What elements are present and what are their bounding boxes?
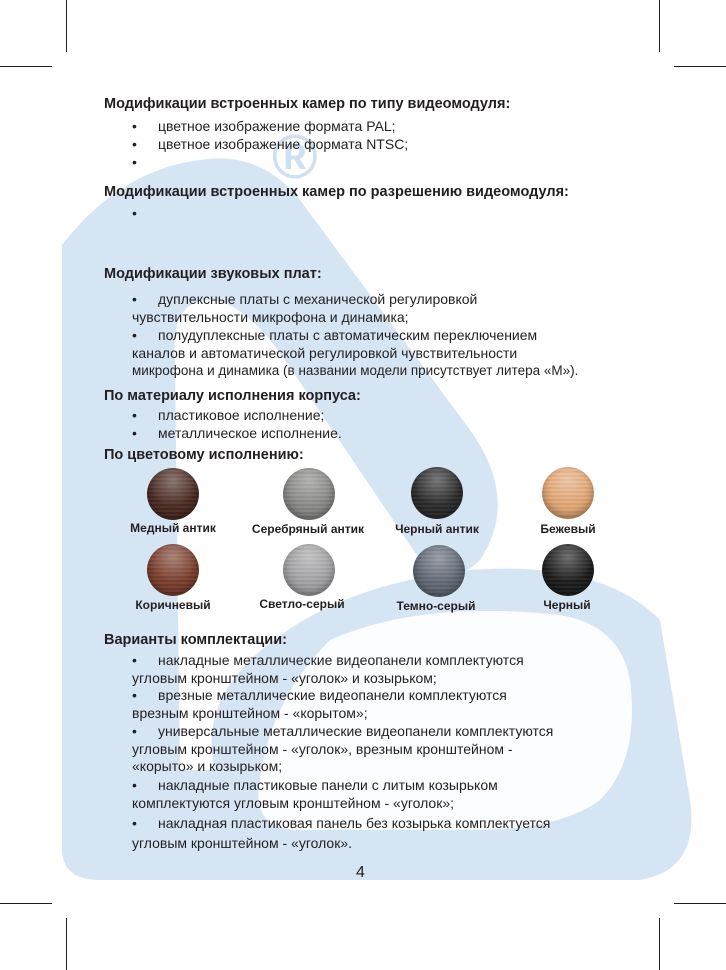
swatch-label: Серебряный антик <box>251 522 365 536</box>
bullet: • <box>132 327 137 343</box>
bullet: • <box>132 815 137 831</box>
color-swatch-black-antique <box>411 467 463 519</box>
list-item: цветное изображение формата PAL; <box>158 118 396 134</box>
text-line: чувствительности микрофона и динамика; <box>132 309 409 325</box>
swatch-label: Медный антик <box>130 521 216 535</box>
swatch-label: Черный антик <box>395 522 479 536</box>
text-line: угловым кронштейном - «уголок», врезным кронштейном - <box>132 741 513 757</box>
text-line: «корыто» и козырьком; <box>132 758 283 774</box>
section-title-colors: По цветовому исполнению: <box>104 447 304 463</box>
swatch-label: Коричневый <box>135 598 211 612</box>
text-line: угловым кронштейном - «уголок» и козырьком; <box>132 670 437 686</box>
swatch-label: Черный <box>543 598 591 612</box>
color-swatch-copper-antique <box>147 468 199 520</box>
list-item: цветное изображение формата NTSC; <box>158 136 409 152</box>
bullet: • <box>132 118 137 134</box>
section-title-resolution: Модификации встроенных камер по разрешению видеомодуля: <box>104 184 569 200</box>
section-title-video-module: Модификации встроенных камер по типу видеомодуля: <box>104 96 511 112</box>
color-swatch-light-gray <box>283 544 335 596</box>
watermark-registered-mark: ® <box>272 123 318 192</box>
list-item: пластиковое исполнение; <box>158 407 325 423</box>
color-swatch-black <box>542 544 594 596</box>
text-line: накладные металлические видеопанели комплектуются <box>158 652 524 668</box>
text-line: полудуплексные платы с автоматическим переключением <box>158 327 538 343</box>
text-line: накладные пластиковые панели с литым козырьком <box>158 777 498 793</box>
text-line: дуплексные платы с механической регулировкой <box>158 291 478 307</box>
swatch-label: Бежевый <box>540 522 596 536</box>
color-swatch-brown <box>147 544 199 596</box>
list-item: металлическое исполнение. <box>158 425 342 441</box>
bullet: • <box>132 205 137 221</box>
text-line: накладная пластиковая панель без козырька комплектуется <box>158 815 551 831</box>
color-swatch-beige <box>542 467 594 519</box>
swatch-label: Светло-серый <box>259 597 345 611</box>
text-line: врезные металлические видеопанели комплектуются <box>158 687 507 703</box>
bullet: • <box>132 425 137 441</box>
swatch-label: Темно-серый <box>396 599 476 613</box>
section-title-sound: Модификации звуковых плат: <box>104 266 322 282</box>
text-line: врезным кронштейном - «корытом»; <box>132 705 368 721</box>
bullet: • <box>132 723 137 739</box>
bullet: • <box>132 687 137 703</box>
section-title-kits: Варианты комплектации: <box>104 632 287 648</box>
color-swatch-dark-gray <box>413 545 465 597</box>
text-line: угловым кронштейном - «уголок». <box>132 835 353 851</box>
bullet: • <box>132 407 137 423</box>
section-title-material: По материалу исполнения корпуса: <box>104 388 361 404</box>
text-line: микрофона и динамика (в названии модели присутствует литера «М»). <box>132 363 579 378</box>
bullet: • <box>132 777 137 793</box>
color-swatch-silver-antique <box>283 468 335 520</box>
bullet: • <box>132 291 137 307</box>
bullet: • <box>132 154 137 170</box>
text-line: универсальные металлические видеопанели комплектуются <box>158 723 554 739</box>
page-number: 4 <box>356 864 365 881</box>
text-line: комплектуются угловым кронштейном - «уголок»; <box>132 795 455 811</box>
bullet: • <box>132 136 137 152</box>
text-line: каналов и автоматической регулировкой чувствительности <box>132 345 518 361</box>
bullet: • <box>132 652 137 668</box>
